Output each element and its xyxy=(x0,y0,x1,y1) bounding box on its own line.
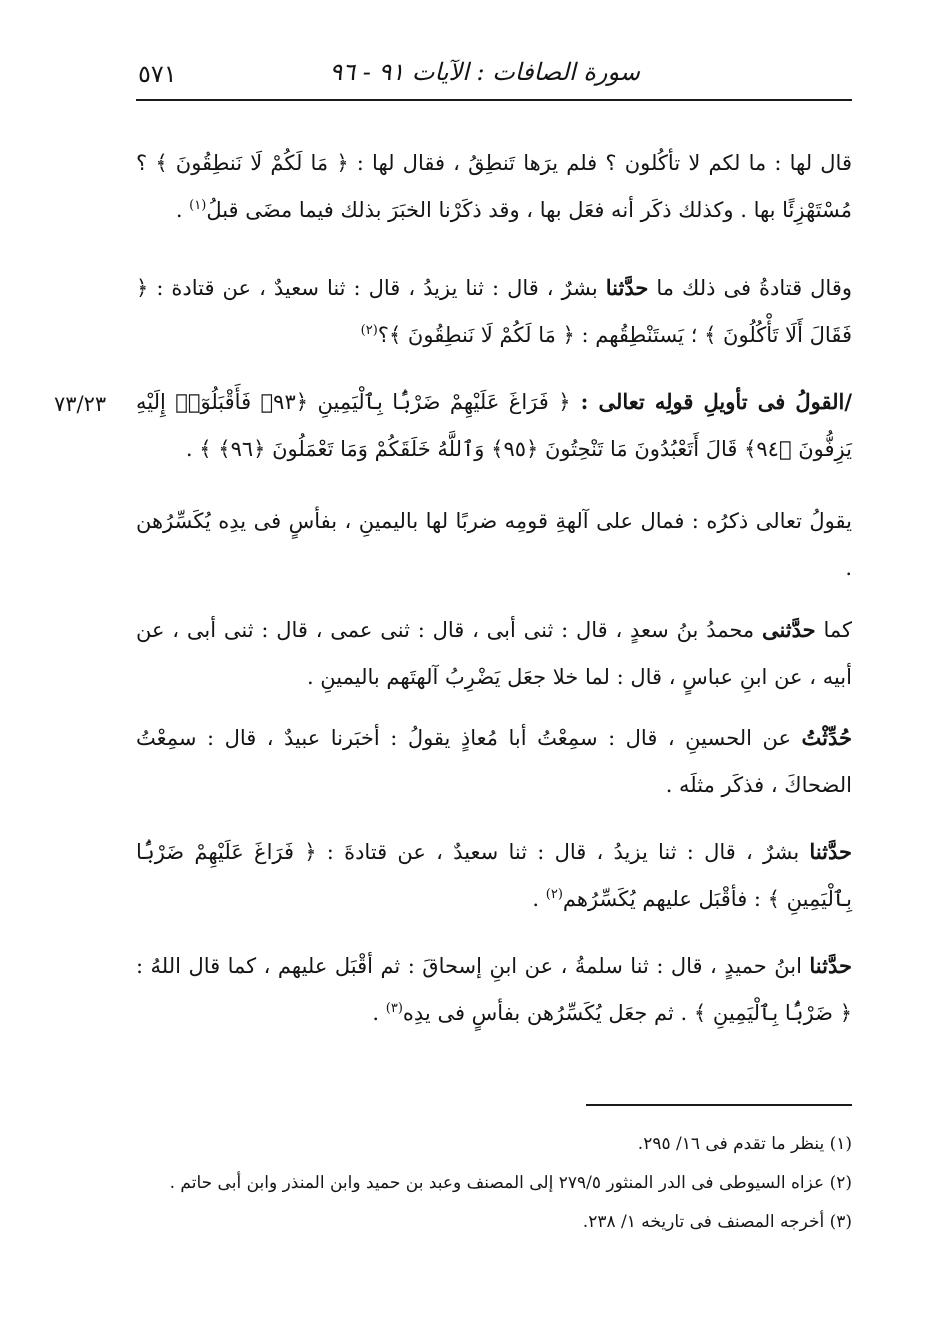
footnote-marker[interactable]: (٣) xyxy=(385,1001,403,1016)
paragraph-end: . xyxy=(532,887,546,911)
isnad-lead: حدَّثنا xyxy=(809,953,852,978)
paragraph-text: قال لها : ما لكم لا تأكُلون ؟ فلم يرَها تَنطِقُ ، فقال لها : xyxy=(348,151,852,175)
footnote-rule xyxy=(586,1104,852,1106)
quran-verse: ﴿ مَا لَكُمْ لَا نَنطِقُونَ ﴾ xyxy=(155,151,349,175)
paragraph-end: ؟ xyxy=(377,323,389,347)
isnad-lead: حدَّثنا xyxy=(605,275,649,300)
paragraph-text: محمدُ بنُ سعدٍ ، قال : ثنى أبى ، قال : ثنى عمى ، قال : ثنى أبى ، عن أبيه ، عن ابنِ عباسٍ ، قال : لما خلا جعَل يَضْرِبُ آلهتَهم باليمينِ . xyxy=(136,618,852,689)
footnote-3: (٣) أخرجه المصنف فى تاريخه ١/ ٢٣٨. xyxy=(582,1212,852,1232)
section-heading: /القولُ فى تأويلِ قولِه تعالى : xyxy=(570,389,852,414)
paragraph-8 xyxy=(136,942,852,1037)
paragraph-end: . xyxy=(372,1001,386,1025)
quran-verse: ﴿ فَرَاغَ عَلَيْهِمْ ضَرْبًۢا بِٱلْيَمِينِ ﴿٩٣﴾ فَأَقْبَلُوٓا۟ إِلَيْهِ يَزِفُّونَ ﴿٩٤﴾ قَالَ أَتَعْبُدُونَ مَا تَنْحِتُونَ ﴿٩٥﴾ وَٱللَّهُ خَلَقَكُمْ وَمَا تَعْمَلُونَ ﴿٩٦﴾ ﴾ xyxy=(136,390,852,461)
paragraph-4 xyxy=(136,498,852,592)
footnote-1: (١) ينظر ما تقدم فى ١٦/ ٢٩٥. xyxy=(637,1134,852,1154)
paragraph-end: . xyxy=(175,198,190,222)
paragraph-text: . ثم جعَل يُكَسِّرُهن بفأسٍ فى يدِه xyxy=(402,1001,694,1025)
paragraph-text: ؟ مُسْتَهْزِئًا بها . وكذلك ذكَر أنه فعَل بها ، وقد ذكَرْنا الخبَرَ بذلك فيما مضَى قبلُ xyxy=(136,151,852,222)
header-rule xyxy=(136,99,852,101)
paragraph-text: ابنُ حميدٍ ، قال : ثنا سلمةُ ، عن ابنِ إسحاقَ : ثم أقْبَل عليهم ، كما قال اللهُ : xyxy=(136,954,810,978)
paragraph-2 xyxy=(136,264,852,359)
paragraph-6 xyxy=(136,714,852,809)
isnad-lead: حدَّثنى xyxy=(761,617,816,642)
footnote-2: (٢) عزاه السيوطى فى الدر المنثور ٢٧٩/٥ إلى المصنف وعبد بن حميد وابن المنذر وابن أبى حاتم . xyxy=(169,1173,852,1193)
quran-verse: ﴿ ضَرْبًۢا بِٱلْيَمِينِ ﴾ xyxy=(693,1001,852,1025)
paragraph-text: : فأقْبَل عليهم يُكَسِّرُهم xyxy=(562,887,768,911)
isnad-lead: حدَّثنا xyxy=(809,839,853,864)
paragraph-text: كما xyxy=(815,618,852,642)
page-number: ٥٧١ xyxy=(138,60,177,88)
quran-verse: ﴿ فَرَاغَ عَلَيْهِمْ ضَرْبًۢا بِٱلْيَمِينِ ﴾ xyxy=(136,840,852,911)
paragraph-7 xyxy=(136,828,852,923)
footnote-marker[interactable]: (١) xyxy=(189,198,207,213)
quran-verse: ﴿ فَقَالَ أَلَا تَأْكُلُونَ ﴾ xyxy=(136,276,852,347)
running-header-title: سورة الصافات : الآيات ٩١ - ٩٦ xyxy=(329,58,640,86)
footnote-marker[interactable]: (٢) xyxy=(545,887,563,902)
footnote-marker[interactable]: (٢) xyxy=(360,323,378,338)
margin-reference: ٧٣/٢٣ xyxy=(54,392,107,416)
paragraph-3-heading xyxy=(136,378,852,473)
paragraph-text: يقولُ تعالى ذكرُه : فمال على آلهةِ قومِه ضربًا لها باليمينِ ، بفأسٍ فى يدِه يُكَسِّرُهن . xyxy=(136,509,852,580)
paragraph-text: بشرٌ ، قال : ثنا يزيدُ ، قال : ثنا سعيدٌ ، عن قتادةَ : xyxy=(316,840,810,864)
page-header xyxy=(136,58,852,98)
paragraph-text: بشرٌ ، قال : ثنا يزيدُ ، قال : ثنا سعيدٌ ، عن قتادة : xyxy=(148,276,606,300)
paragraph-5 xyxy=(136,606,852,701)
paragraph-1 xyxy=(136,140,852,234)
paragraph-text: عن الحسينِ ، قال : سمِعْتُ أبا مُعاذٍ يقولُ : أخبَرنا عبيدٌ ، قال : سمِعْتُ الضحاكَ ، فذكَر مثلَه . xyxy=(136,726,852,797)
footnotes xyxy=(136,1132,852,1249)
paragraph-text: وقال قتادةُ فى ذلك ما xyxy=(648,276,853,300)
isnad-lead: حُدِّثْتُ xyxy=(801,725,852,750)
paragraph-end: . xyxy=(185,437,200,461)
quran-verse: ﴿ مَا لَكُمْ لَا نَنطِقُونَ ﴾ xyxy=(388,323,575,347)
paragraph-text: ؛ يَستَنْطِقُهم : xyxy=(574,323,705,347)
